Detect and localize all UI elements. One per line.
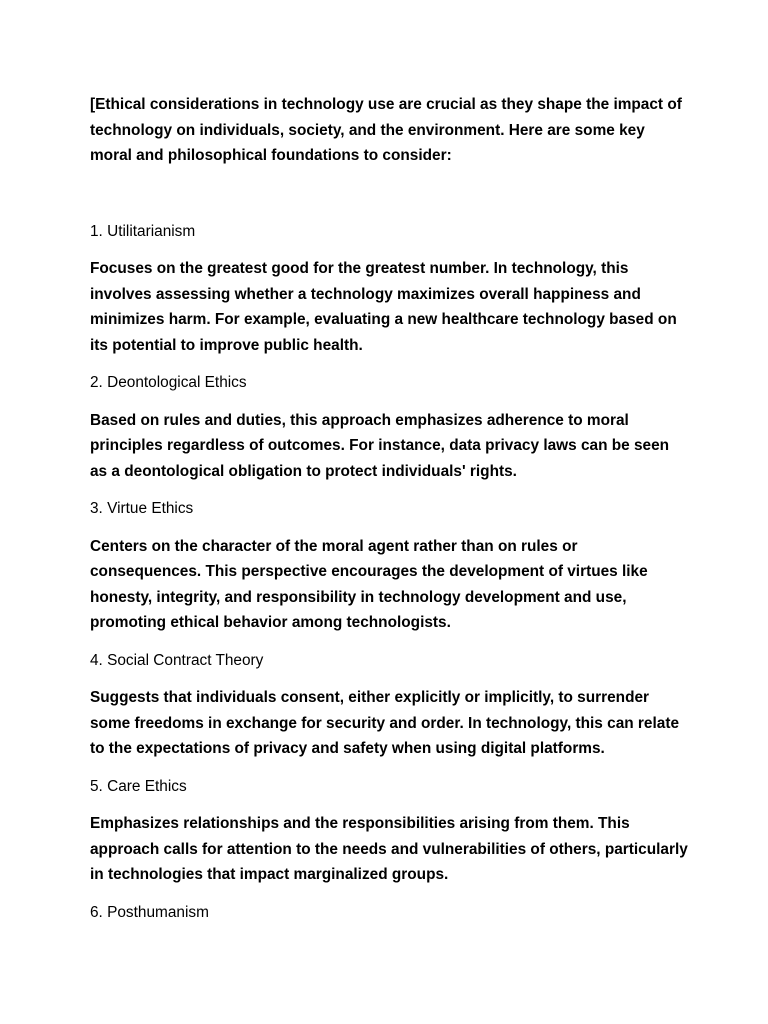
section-body-social-contract-theory: Suggests that individuals consent, either explicitly or implicitly, to surrender some freedoms in exchange for security and order. In technology, this can relate to the expectations of privacy and safety when using digital platforms. (90, 689, 679, 757)
section-heading-utilitarianism: 1. Utilitarianism (90, 222, 196, 240)
section-heading-care-ethics: 5. Care Ethics (90, 777, 187, 795)
section-body-deontological-ethics: Based on rules and duties, this approach emphasizes adherence to moral principles regardless of outcomes. For instance, data privacy laws can be seen as a deontological obligation to protect individuals' rights. (90, 411, 670, 480)
section-heading-virtue-ethics: 3. Virtue Ethics (90, 500, 194, 517)
section-heading-deontological-ethics: 2. Deontological Ethics (90, 374, 247, 391)
document-content (90, 92, 690, 937)
section-body-virtue-ethics: Centers on the character of the moral agent rather than on rules or consequences. This perspective encourages the development of virtues like honesty, integrity, and responsibility in technology development and use, promoting ethical behavior among technologists. (90, 537, 648, 631)
intro-paragraph: [Ethical considerations in technology use are crucial as they shape the impact of technology on individuals, society, and the environment. Here are some key moral and philosophical foundations to consider: (90, 96, 682, 164)
section-body-care-ethics: Emphasizes relationships and the responsibilities arising from them. This approach calls for attention to the needs and vulnerabilities of others, particularly in technologies that impact marginalized groups. (90, 815, 688, 883)
section-heading-posthumanism: 6. Posthumanism (90, 903, 209, 921)
section-heading-social-contract-theory: 4. Social Contract Theory (90, 651, 264, 669)
section-body-utilitarianism: Focuses on the greatest good for the greatest number. In technology, this involves assessing whether a technology maximizes overall happiness and minimizes harm. For example, evaluating a new healthcare technology based on its potential to improve public health. (90, 260, 677, 354)
